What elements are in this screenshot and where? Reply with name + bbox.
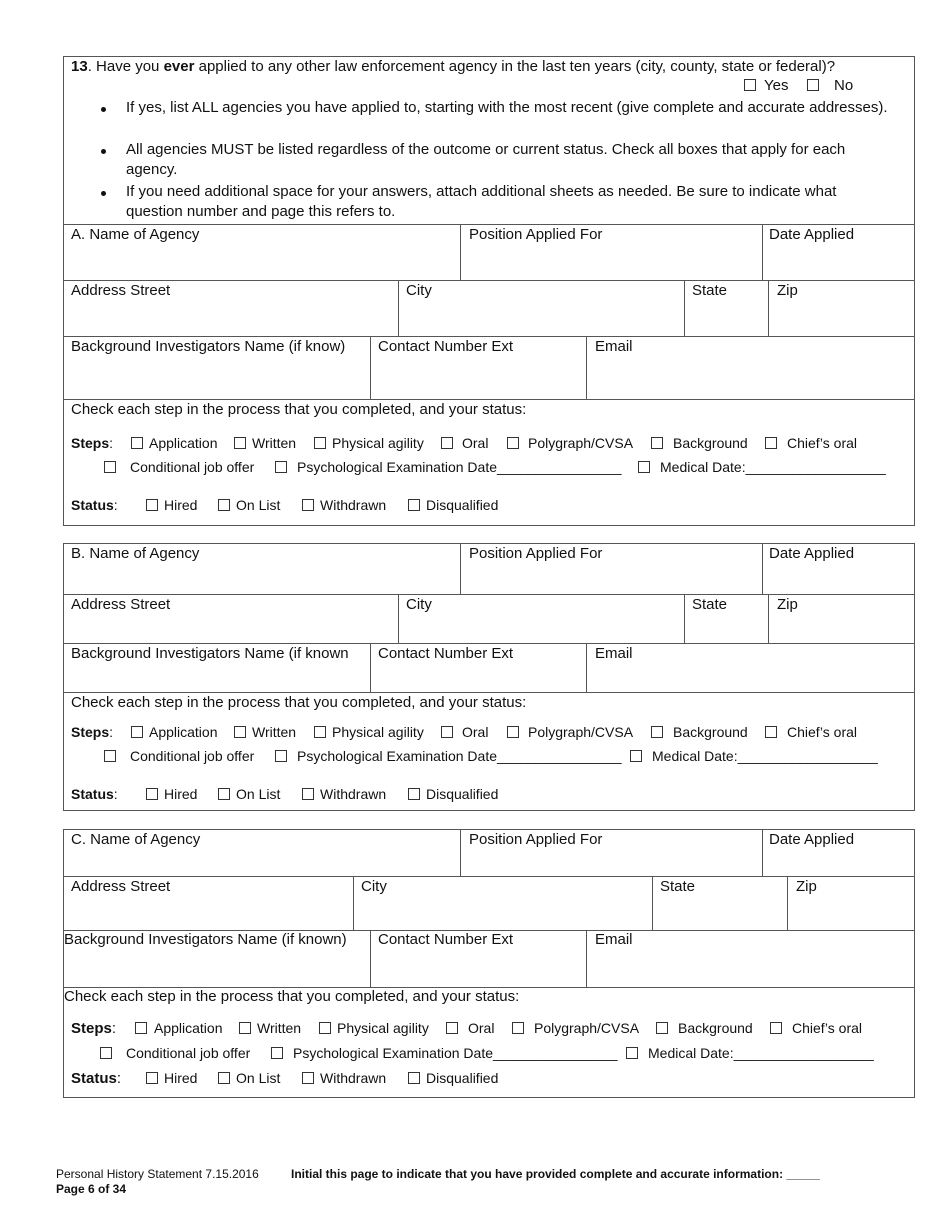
agency-c-email-label[interactable]: Email <box>595 931 633 948</box>
agency-a-status-hired-label: Hired <box>164 497 198 513</box>
agency-b-medical-checkbox[interactable] <box>630 750 642 762</box>
agency-a-state-label[interactable]: State <box>692 282 728 299</box>
agency-a-step-physical-label: Physical agility <box>332 435 424 451</box>
agency-b-check-instruction: Check each step in the process that you completed, and your status: <box>71 694 527 711</box>
agency-b-state-label[interactable]: State <box>692 596 728 613</box>
agency-b-step-physical-checkbox[interactable] <box>314 726 326 738</box>
agency-a-email-label[interactable]: Email <box>595 338 633 355</box>
agency-c-step-chiefs-oral-checkbox[interactable] <box>770 1022 782 1034</box>
agency-c-psych-label: Psychological Examination Date________________ <box>293 1045 618 1061</box>
agency-b-step-physical-label: Physical agility <box>332 724 424 740</box>
agency-a-step-written-label: Written <box>252 435 297 451</box>
agency-b-steps-label: Steps: <box>71 724 114 740</box>
question-13-text: 13. Have you ever applied to any other law enforcement agency in the last ten years (city, county, state or federal)? <box>71 58 836 75</box>
agency-b-step-background-checkbox[interactable] <box>651 726 663 738</box>
agency-b-step-written-checkbox[interactable] <box>234 726 246 738</box>
agency-b-status-hired-checkbox[interactable] <box>146 788 158 800</box>
agency-a-step-application-label: Application <box>149 435 218 451</box>
agency-a-status-withdrawn-checkbox[interactable] <box>302 499 314 511</box>
agency-b-status-hired-label: Hired <box>164 786 198 802</box>
agency-a-step-polygraph-label: Polygraph/CVSA <box>528 435 634 451</box>
agency-c-medical-checkbox[interactable] <box>626 1047 638 1059</box>
agency-c-step-application-label: Application <box>154 1020 223 1036</box>
agency-c-status-withdrawn-label: Withdrawn <box>320 1070 387 1086</box>
agency-b-step-application-label: Application <box>149 724 218 740</box>
agency-a-date-label[interactable]: Date Applied <box>769 226 855 243</box>
question-number: 13 <box>71 58 88 75</box>
agency-a-step-application-checkbox[interactable] <box>131 437 143 449</box>
instruction-bullet-3: If you need additional space for your answers, attach additional sheets as needed. Be sure to indicate what question number and page this refers to. <box>126 183 837 220</box>
agency-c-status-disqualified-label: Disqualified <box>426 1070 499 1086</box>
agency-b-step-written-label: Written <box>252 724 297 740</box>
agency-b-step-chiefs-oral-checkbox[interactable] <box>765 726 777 738</box>
agency-b-email-label[interactable]: Email <box>595 645 633 662</box>
agency-a-step-background-label: Background <box>673 435 748 451</box>
agency-c-status-onlist-checkbox[interactable] <box>218 1072 230 1084</box>
agency-c-state-label[interactable]: State <box>660 878 696 895</box>
agency-c-medical-label: Medical Date:__________________ <box>648 1045 874 1061</box>
agency-b-conditional-label: Conditional job offer <box>130 748 255 764</box>
agency-c-name-label[interactable]: C. Name of Agency <box>71 831 201 848</box>
agency-c-psych-checkbox[interactable] <box>271 1047 283 1059</box>
footer-doc-title: Personal History Statement 7.15.2016 <box>56 1167 259 1181</box>
agency-b-position-label[interactable]: Position Applied For <box>469 545 603 562</box>
agency-a-step-physical-checkbox[interactable] <box>314 437 326 449</box>
agency-b-zip-label[interactable]: Zip <box>777 596 798 613</box>
agency-a-steps-label: Steps: <box>71 435 114 451</box>
agency-c-step-physical-checkbox[interactable] <box>319 1022 331 1034</box>
agency-b-step-polygraph-label: Polygraph/CVSA <box>528 724 634 740</box>
agency-c-step-written-label: Written <box>257 1020 302 1036</box>
agency-a-contact-label[interactable]: Contact Number Ext <box>378 338 514 355</box>
agency-a-name-label[interactable]: A. Name of Agency <box>71 226 200 243</box>
agency-c-step-background-label: Background <box>678 1020 753 1036</box>
agency-c-zip-label[interactable]: Zip <box>796 878 817 895</box>
agency-a-position-label[interactable]: Position Applied For <box>469 226 603 243</box>
agency-b-step-oral-label: Oral <box>462 724 489 740</box>
agency-c-position-label[interactable]: Position Applied For <box>469 831 603 848</box>
agency-c-step-background-checkbox[interactable] <box>656 1022 668 1034</box>
agency-a-step-oral-checkbox[interactable] <box>441 437 453 449</box>
agency-c-status-label: Status: <box>71 1070 122 1087</box>
agency-b-city-label[interactable]: City <box>406 596 432 613</box>
agency-b-step-background-label: Background <box>673 724 748 740</box>
bullet-dot <box>101 149 106 154</box>
agency-a-status-label: Status: <box>71 497 118 513</box>
agency-c-step-physical-label: Physical agility <box>337 1020 429 1036</box>
agency-a-conditional-label: Conditional job offer <box>130 459 255 475</box>
agency-a-zip-label[interactable]: Zip <box>777 282 798 299</box>
agency-b-step-polygraph-checkbox[interactable] <box>507 726 519 738</box>
agency-c-step-polygraph-checkbox[interactable] <box>512 1022 524 1034</box>
agency-a-medical-label: Medical Date:__________________ <box>660 459 886 475</box>
agency-b-status-disqualified-label: Disqualified <box>426 786 499 802</box>
footer-initial-text: Initial this page to indicate that you have provided complete and accurate information: _____ <box>291 1167 820 1181</box>
agency-c-status-hired-checkbox[interactable] <box>146 1072 158 1084</box>
agency-a-medical-checkbox[interactable] <box>638 461 650 473</box>
agency-c-step-oral-checkbox[interactable] <box>446 1022 458 1034</box>
agency-c-conditional-checkbox[interactable] <box>100 1047 112 1059</box>
question-emphasis: ever <box>163 58 195 75</box>
bullet-dot <box>101 107 106 112</box>
agency-a-step-polygraph-checkbox[interactable] <box>507 437 519 449</box>
agency-c-step-chiefs-oral-label: Chief’s oral <box>792 1020 863 1036</box>
agency-a-status-withdrawn-label: Withdrawn <box>320 497 387 513</box>
agency-b-step-application-checkbox[interactable] <box>131 726 143 738</box>
agency-b-address-label[interactable]: Address Street <box>71 596 171 613</box>
agency-b-step-oral-checkbox[interactable] <box>441 726 453 738</box>
agency-a-psych-label: Psychological Examination Date________________ <box>297 459 622 475</box>
agency-c-status-onlist-label: On List <box>236 1070 281 1086</box>
agency-c-conditional-label: Conditional job offer <box>126 1045 251 1061</box>
agency-a-status-onlist-label: On List <box>236 497 281 513</box>
agency-b-psych-label: Psychological Examination Date________________ <box>297 748 622 764</box>
agency-c-steps-label: Steps: <box>71 1020 117 1037</box>
yes-checkbox[interactable] <box>744 79 756 91</box>
agency-c-step-polygraph-label: Polygraph/CVSA <box>534 1020 640 1036</box>
agency-a-status-hired-checkbox[interactable] <box>146 499 158 511</box>
agency-b-investigator-label[interactable]: Background Investigators Name (if known <box>71 645 349 662</box>
bullet-dot <box>101 191 106 196</box>
agency-b-box <box>63 543 915 811</box>
no-label: No <box>834 77 854 94</box>
agency-b-date-label[interactable]: Date Applied <box>769 545 855 562</box>
agency-c-status-hired-label: Hired <box>164 1070 198 1086</box>
agency-b-medical-label: Medical Date:__________________ <box>652 748 878 764</box>
instruction-bullet-2: All agencies MUST be listed regardless of the outcome or current status. Check all boxes that apply for each agency. <box>126 141 846 178</box>
agency-b-psych-checkbox[interactable] <box>275 750 287 762</box>
agency-c-status-disqualified-checkbox[interactable] <box>408 1072 420 1084</box>
agency-a-status-onlist-checkbox[interactable] <box>218 499 230 511</box>
agency-b-status-label: Status: <box>71 786 118 802</box>
instruction-bullet-1: If yes, list ALL agencies you have applied to, starting with the most recent (give complete and accurate addresses). <box>126 99 888 116</box>
agency-b-status-withdrawn-checkbox[interactable] <box>302 788 314 800</box>
agency-c-address-label[interactable]: Address Street <box>71 878 171 895</box>
agency-a-step-oral-label: Oral <box>462 435 489 451</box>
agency-c-date-label[interactable]: Date Applied <box>769 831 855 848</box>
agency-a-status-disqualified-checkbox[interactable] <box>408 499 420 511</box>
agency-c-investigator-label[interactable]: Background Investigators Name (if known) <box>64 931 347 948</box>
yes-label: Yes <box>764 77 789 94</box>
agency-a-city-label[interactable]: City <box>406 282 432 299</box>
agency-a-address-label[interactable]: Address Street <box>71 282 171 299</box>
no-checkbox[interactable] <box>807 79 819 91</box>
agency-b-step-chiefs-oral-label: Chief’s oral <box>787 724 858 740</box>
agency-a-investigator-label[interactable]: Background Investigators Name (if know) <box>71 338 346 355</box>
agency-a-psych-checkbox[interactable] <box>275 461 287 473</box>
agency-c-status-withdrawn-checkbox[interactable] <box>302 1072 314 1084</box>
agency-a-step-chiefs-oral-label: Chief’s oral <box>787 435 858 451</box>
agency-c-city-label[interactable]: City <box>361 878 387 895</box>
agency-b-status-disqualified-checkbox[interactable] <box>408 788 420 800</box>
agency-b-conditional-checkbox[interactable] <box>104 750 116 762</box>
agency-c-check-instruction: Check each step in the process that you completed, and your status: <box>64 988 520 1005</box>
agency-a-step-chiefs-oral-checkbox[interactable] <box>765 437 777 449</box>
agency-b-status-onlist-checkbox[interactable] <box>218 788 230 800</box>
agency-c-step-oral-label: Oral <box>468 1020 495 1036</box>
agency-c-step-written-checkbox[interactable] <box>239 1022 251 1034</box>
agency-a-conditional-checkbox[interactable] <box>104 461 116 473</box>
agency-b-contact-label[interactable]: Contact Number Ext <box>378 645 514 662</box>
footer-page-number: Page 6 of 34 <box>56 1182 127 1196</box>
agency-a-status-disqualified-label: Disqualified <box>426 497 499 513</box>
agency-b-name-label[interactable]: B. Name of Agency <box>71 545 200 562</box>
agency-a-step-written-checkbox[interactable] <box>234 437 246 449</box>
agency-c-step-application-checkbox[interactable] <box>135 1022 147 1034</box>
agency-a-step-background-checkbox[interactable] <box>651 437 663 449</box>
agency-c-contact-label[interactable]: Contact Number Ext <box>378 931 514 948</box>
agency-b-status-onlist-label: On List <box>236 786 281 802</box>
agency-a-check-instruction: Check each step in the process that you completed, and your status: <box>71 401 527 418</box>
agency-b-status-withdrawn-label: Withdrawn <box>320 786 387 802</box>
